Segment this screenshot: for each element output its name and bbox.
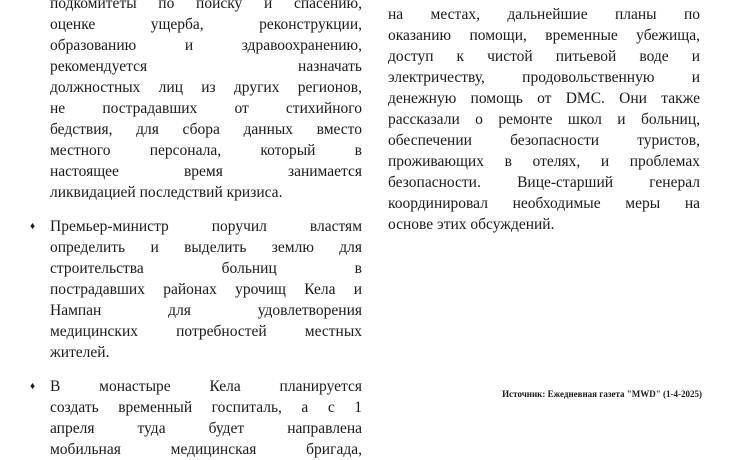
text-line: пострадавших районах урочищ Кела и (50, 281, 362, 298)
right-column (388, 4, 700, 235)
text-line: на местах, дальнейшие планы по (388, 6, 700, 23)
text-line: основе этих обсуждений. (388, 216, 555, 233)
text-line: В монастыре Кела планируется (50, 378, 362, 395)
text-line: апреля туда будет направлена (50, 420, 362, 437)
text-line: рекомендуется назначать (50, 58, 362, 75)
text-line: координировал необходимые меры на (388, 195, 700, 212)
text-line: не пострадавших от стихийного (50, 100, 362, 117)
text-line: мобильная медицинская бригада, (50, 441, 362, 458)
text-line: создать временный госпиталь, а с 1 (50, 399, 362, 416)
text-line: местного персонала, который в (50, 142, 362, 159)
text-line: безопасности. Вице-старший генерал (388, 174, 700, 191)
text-line: Премьер-министр поручил властям (50, 218, 362, 235)
text-line: жителей. (50, 344, 110, 361)
text-line: определить и выделить землю для (50, 239, 362, 256)
bullet-item-temporary-hospital (30, 376, 362, 460)
text-line: строительства больниц в (50, 260, 362, 277)
text-line: денежную помощь от DMC. Они также (388, 90, 700, 107)
text-line: оказанию помощи, временные убежища, (388, 27, 700, 44)
text-line: проживающих в отелях, и проблемах (388, 153, 700, 170)
text-line: настоящее время занимается (50, 163, 362, 180)
text-line: электричеству, продовольственную и (388, 69, 700, 86)
diamond-bullet-icon: ♦ (30, 381, 36, 392)
text-line: рассказали о ремонте школ и больниц, (388, 111, 700, 128)
text-line: должностных лиц из других регионов, (50, 79, 362, 96)
text-line: обеспечении безопасности туристов, (388, 132, 700, 149)
text-line: ликвидацией последствий кризиса. (50, 184, 283, 201)
text-line: бедствия, для сбора данных вместо (50, 121, 362, 138)
text-line: оценке ущерба, реконструкции, (50, 16, 362, 33)
left-column (30, 0, 362, 460)
continuation-paragraph (50, 0, 362, 203)
text-line: Нампан для удовлетворения (50, 302, 362, 319)
text-line: подкомитеты по поиску и спасению, (50, 0, 362, 12)
meeting-paragraph (388, 4, 700, 235)
text-line: медицинских потребностей местных (50, 323, 362, 340)
text-line: доступ к чистой питьевой воде и (388, 48, 700, 65)
source-note: Источник: Ежедневная газета "MWD" (1-4-2025) (502, 389, 702, 399)
diamond-bullet-icon: ♦ (30, 221, 36, 232)
text-line: образованию и здравоохранению, (50, 37, 362, 54)
bullet-item-hospital-land (30, 216, 362, 363)
